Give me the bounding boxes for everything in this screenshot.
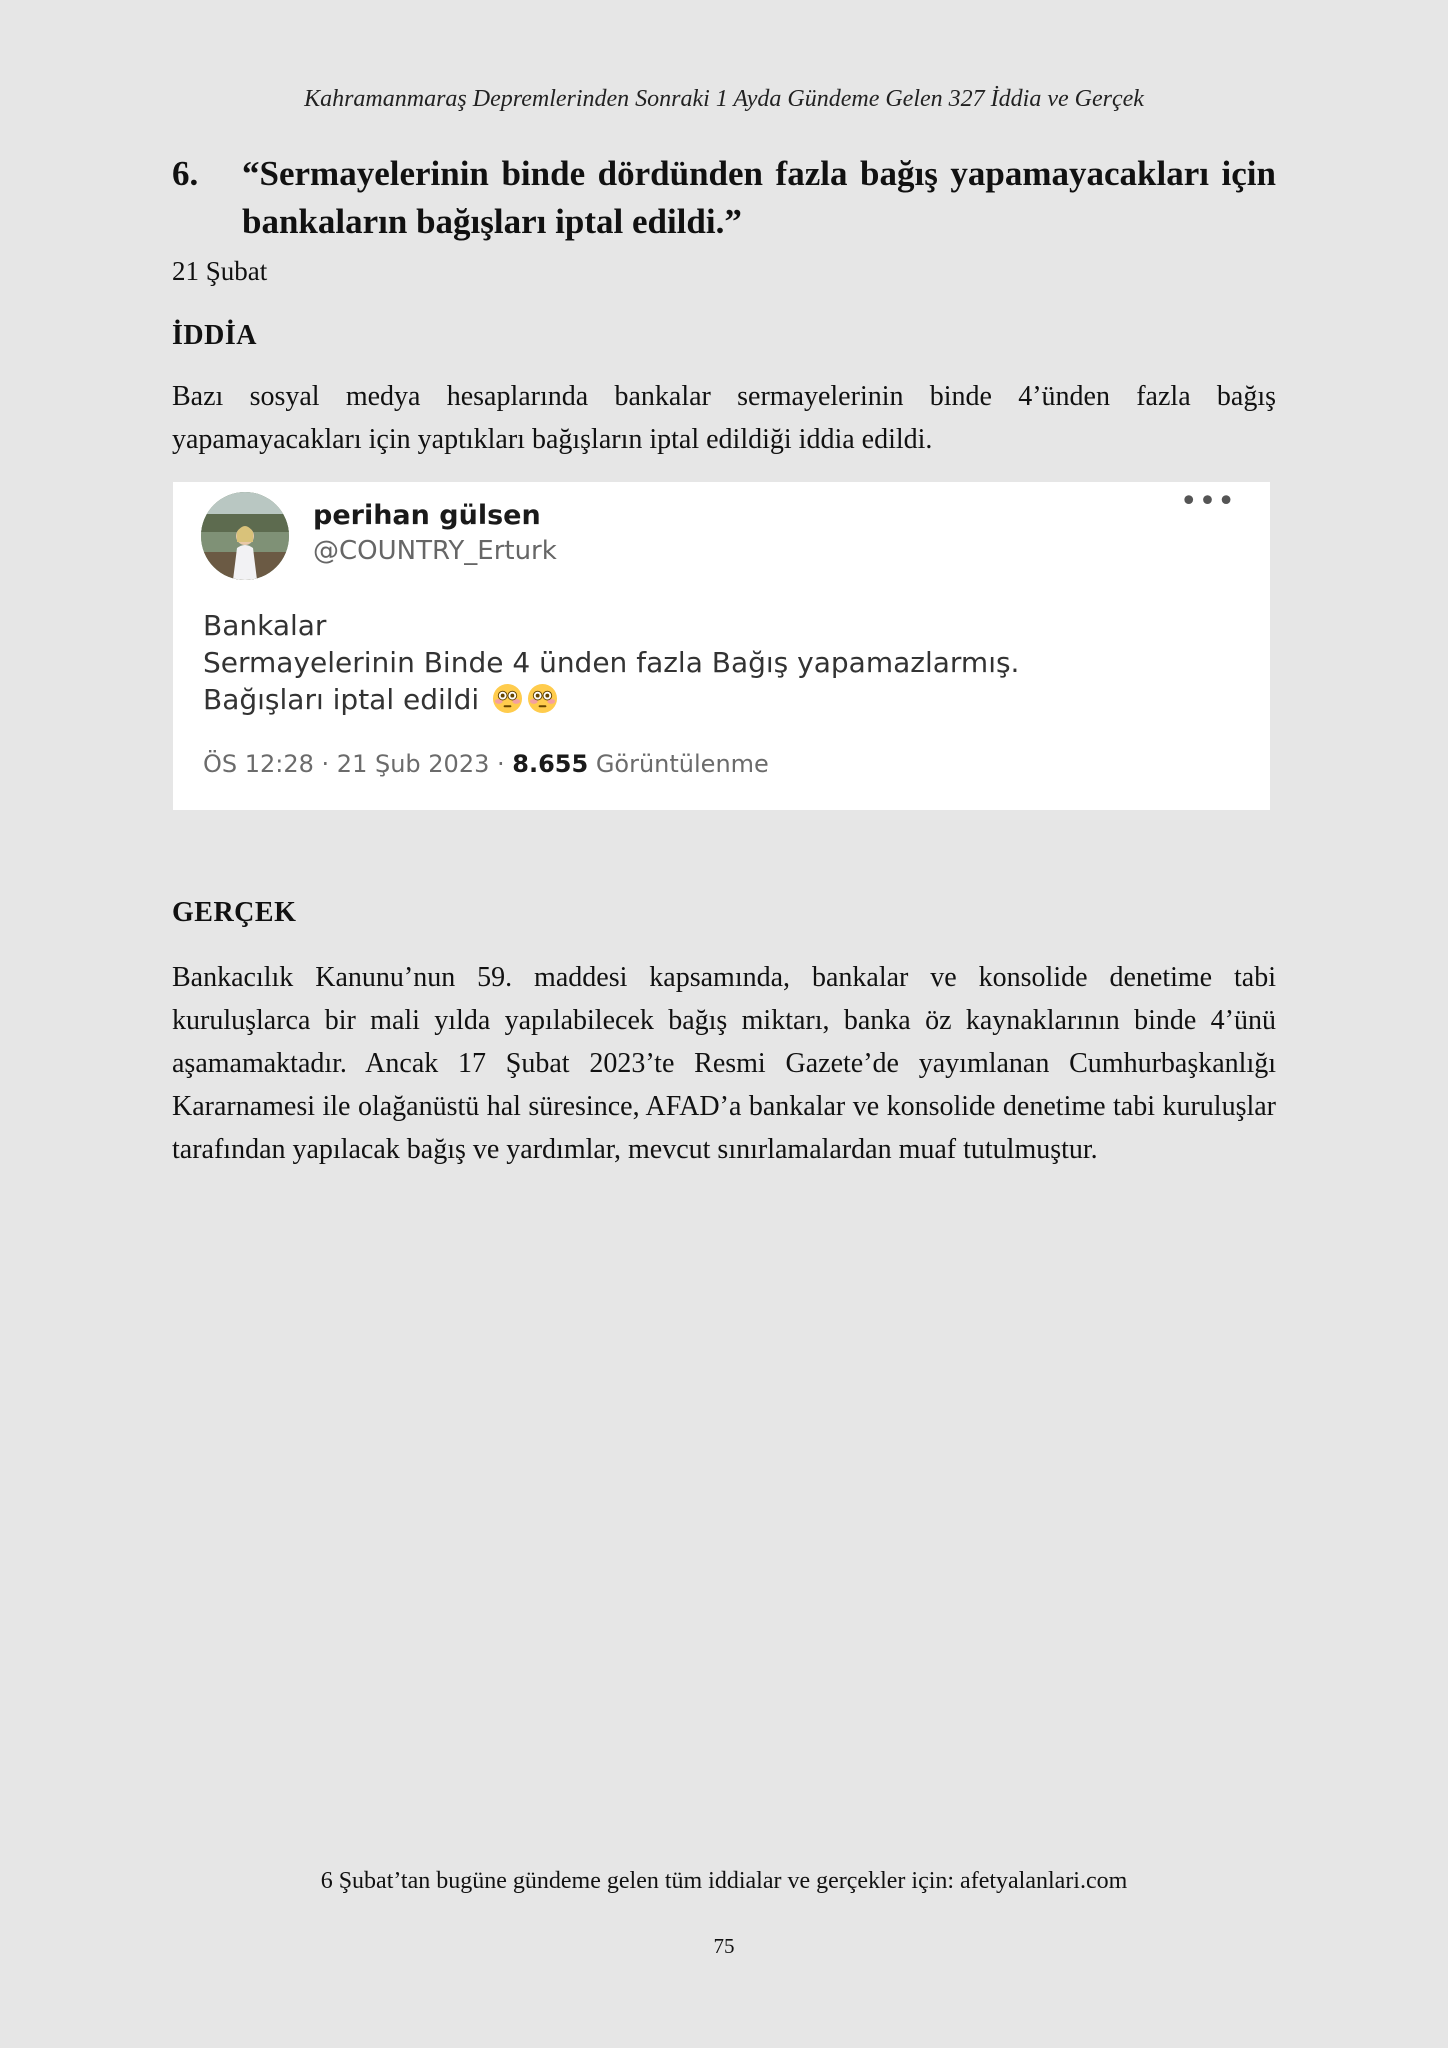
iddia-heading: İDDİA [172,320,257,351]
tweet-user-handle: @COUNTRY_Erturk [313,536,557,566]
tweet-views-label: Görüntülenme [595,750,769,778]
tweet-line: Sermayelerinin Binde 4 ünden fazla Bağış yapamazlarmış. [203,646,1020,679]
tweet-meta [203,750,769,778]
iddia-paragraph: Bazı sosyal medya hesaplarında bankalar sermayelerinin binde 4’ünden fazla bağış yapamayacakları için yaptıkları bağışların iptal edildiği iddia edildi. [172,381,1276,455]
page-number: 75 [713,1934,735,1958]
claim-date: 21 Şubat [172,256,268,286]
more-options-icon: ••• [1179,484,1236,519]
tweet-line-text: Bağışları iptal edildi [203,683,480,716]
gercek-paragraph: Bankacılık Kanunu’nun 59. maddesi kapsamında, bankalar ve konsolide denetime tabi kuruluşlarca bir mali yılda yapılabilecek bağış miktarı, banka öz kaynaklarının binde 4’ünü aşamamaktadır. Ancak 17 Şubat 2023’te Resmi Gazete’de yayımlanan Cumhurbaşkanlığı Kararnamesi ile olağanüstü hal süresince, AFAD’a bankalar ve konsolide denetime tabi kuruluşlar tarafından yapılacak bağış ve yardımlar, mevcut sınırlamalardan muaf tutulmuştur. [172,962,1276,1165]
flushed-face-emoji-icon [527,683,558,714]
tweet-views-count: 8.655 [512,750,589,778]
gercek-heading: GERÇEK [172,897,297,928]
tweet-timestamp: ÖS 12:28 · 21 Şub 2023 · [203,750,513,778]
claim-title [172,150,1276,246]
tweet-screenshot [173,482,1270,810]
avatar-photo-icon [201,492,289,580]
claim-title-text: “Sermayelerinin binde dördünden fazla bağış yapamayacakları için bankaların bağışları iptal edildi.” [242,154,1276,241]
running-header: Kahramanmaraş Depremlerinden Sonraki 1 Ayda Gündeme Gelen 327 İddia ve Gerçek [304,86,1144,112]
tweet-line-last [203,681,1019,718]
flushed-face-emoji-icon [492,683,523,714]
footer-note: 6 Şubat’tan bugüne gündeme gelen tüm iddialar ve gerçekler için: afetyalanlari.com [320,1868,1128,1894]
claim-number: 6. [172,154,199,193]
tweet-text [203,607,1019,718]
tweet-user-name: perihan gülsen [313,500,541,531]
avatar [201,492,289,580]
tweet-line: Bankalar [203,609,327,642]
